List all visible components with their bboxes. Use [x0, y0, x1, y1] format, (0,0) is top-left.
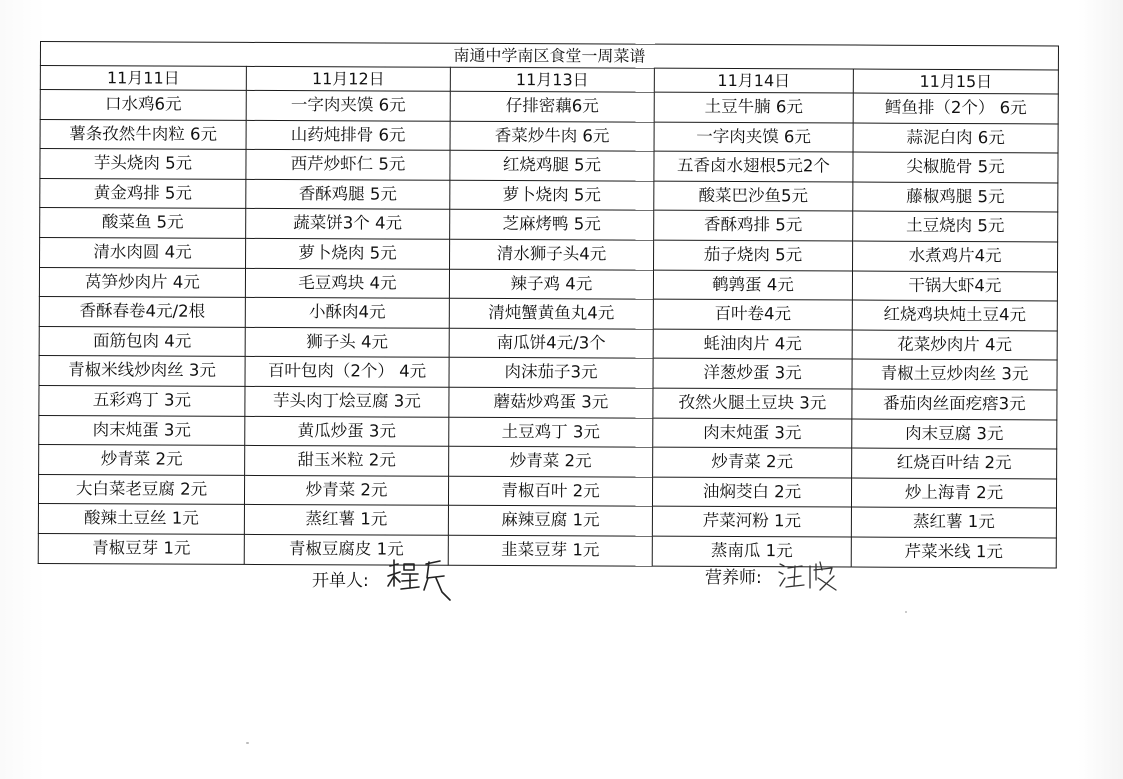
dish-cell: 酸辣土豆丝 1元 — [38, 504, 244, 534]
issuer-label: 开单人: — [312, 571, 369, 591]
dish-cell: 香酥春卷4元/2根 — [39, 297, 245, 327]
dish-cell: 蘑菇炒鸡蛋 3元 — [449, 387, 653, 417]
dish-cell: 青椒土豆炒肉丝 3元 — [852, 359, 1057, 389]
dish-cell: 香酥鸡腿 5元 — [246, 179, 450, 209]
dish-cell: 口水鸡6元 — [40, 90, 246, 120]
dish-cell: 辣子鸡 4元 — [449, 269, 653, 299]
dish-cell: 香菜炒牛肉 6元 — [450, 121, 654, 151]
menu-table-wrapper — [38, 41, 1058, 562]
dish-cell: 面筋包肉 4元 — [39, 326, 245, 356]
dish-cell: 酸菜巴沙鱼5元 — [654, 181, 853, 211]
day-header: 11月15日 — [853, 69, 1058, 94]
nutritionist-signature-block — [705, 563, 762, 588]
day-header: 11月11日 — [40, 66, 246, 91]
nutritionist-handwritten-signature — [776, 556, 846, 596]
dish-cell: 甜玉米粒 2元 — [245, 446, 449, 476]
issuer-handwritten-signature — [384, 556, 456, 602]
menu-row — [39, 267, 1057, 301]
dish-cell: 孜然火腿土豆块 3元 — [653, 388, 852, 418]
weekly-menu-table — [38, 41, 1059, 568]
menu-row — [38, 504, 1056, 538]
dish-cell: 水煮鸡片4元 — [853, 241, 1058, 271]
dish-cell: 蔬菜饼3个 4元 — [246, 209, 450, 239]
menu-row — [40, 149, 1058, 183]
dish-cell: 韭菜豆芽 1元 — [448, 535, 652, 565]
dish-cell: 萝卜烧肉 5元 — [246, 238, 450, 268]
menu-row — [39, 385, 1057, 419]
dish-cell: 茄子烧肉 5元 — [654, 240, 853, 270]
menu-row — [39, 297, 1057, 331]
dish-cell: 土豆鸡丁 3元 — [449, 417, 653, 447]
dish-cell: 一字肉夹馍 6元 — [654, 122, 853, 152]
dish-cell: 莴笋炒肉片 4元 — [39, 267, 245, 297]
dish-cell: 薯条孜然牛肉粒 6元 — [40, 119, 246, 149]
dish-cell: 狮子头 4元 — [245, 327, 449, 357]
dish-cell: 芝麻烤鸭 5元 — [450, 210, 654, 240]
paper-speck — [905, 611, 907, 613]
dish-cell: 清炖蟹黄鱼丸4元 — [449, 298, 653, 328]
dish-cell: 炒青菜 2元 — [653, 447, 852, 477]
dish-cell: 肉末炖蛋 3元 — [653, 418, 852, 448]
dish-cell: 肉沫茄子3元 — [449, 358, 653, 388]
dish-cell: 清水肉圆 4元 — [40, 237, 246, 267]
dish-cell: 花菜炒肉片 4元 — [852, 330, 1057, 360]
dish-cell: 鹌鹑蛋 4元 — [653, 270, 852, 300]
menu-row — [38, 474, 1056, 508]
dish-cell: 鳕鱼排（2个） 6元 — [853, 93, 1058, 123]
dish-cell: 蒸南瓜 1元 — [652, 536, 851, 566]
dish-cell: 百叶包肉（2个） 4元 — [245, 357, 449, 387]
dish-cell: 蚝油肉片 4元 — [653, 329, 852, 359]
day-header: 11月14日 — [654, 68, 853, 93]
dish-cell: 红烧鸡块炖土豆4元 — [852, 300, 1057, 330]
menu-title: 南通中学南区食堂一周菜谱 — [40, 42, 1058, 70]
dish-cell: 芋头烧肉 5元 — [40, 149, 246, 179]
menu-row — [40, 208, 1058, 242]
paper-speck — [246, 742, 249, 744]
dish-cell: 南瓜饼4元/3个 — [449, 328, 653, 358]
dish-cell: 青椒豆腐皮 1元 — [244, 534, 448, 564]
dish-cell: 土豆牛腩 6元 — [654, 92, 853, 122]
dish-cell: 五彩鸡丁 3元 — [39, 385, 245, 415]
dish-cell: 黄金鸡排 5元 — [40, 178, 246, 208]
dish-cell: 蒸红薯 1元 — [244, 505, 448, 535]
dish-cell: 炒青菜 2元 — [244, 475, 448, 505]
menu-row — [40, 237, 1058, 271]
dish-cell: 芹菜河粉 1元 — [652, 506, 851, 536]
menu-row — [39, 415, 1057, 449]
menu-row — [40, 119, 1058, 153]
dish-cell: 干锅大虾4元 — [852, 271, 1057, 301]
menu-row — [40, 178, 1058, 212]
menu-row — [39, 326, 1057, 360]
menu-row — [38, 533, 1056, 567]
dish-cell: 芋头肉丁烩豆腐 3元 — [245, 386, 449, 416]
dish-cell: 小酥肉4元 — [245, 298, 449, 328]
nutritionist-label: 营养师: — [705, 568, 762, 588]
dish-cell: 蒸红薯 1元 — [851, 507, 1056, 537]
dish-cell: 香酥鸡排 5元 — [654, 211, 853, 241]
menu-row — [39, 445, 1057, 479]
dish-cell: 红烧鸡腿 5元 — [450, 150, 654, 180]
dish-cell: 毛豆鸡块 4元 — [245, 268, 449, 298]
dish-cell: 青椒米线炒肉丝 3元 — [39, 356, 245, 386]
dish-cell: 青椒豆芽 1元 — [38, 533, 244, 563]
dish-cell: 炒上海青 2元 — [851, 478, 1056, 508]
dish-cell: 尖椒脆骨 5元 — [853, 152, 1058, 182]
dish-cell: 炒青菜 2元 — [449, 446, 653, 476]
dish-cell: 炒青菜 2元 — [39, 445, 245, 475]
issuer-signature-block — [312, 566, 369, 591]
dish-cell: 芹菜米线 1元 — [851, 537, 1056, 567]
dish-cell: 麻辣豆腐 1元 — [448, 506, 652, 536]
dish-cell: 西芹炒虾仁 5元 — [246, 150, 450, 180]
menu-body — [38, 90, 1058, 568]
menu-row — [39, 356, 1057, 390]
dish-cell: 肉末炖蛋 3元 — [39, 415, 245, 445]
dish-cell: 百叶卷4元 — [653, 299, 852, 329]
dish-cell: 清水狮子头4元 — [450, 239, 654, 269]
dish-cell: 大白菜老豆腐 2元 — [38, 474, 244, 504]
dish-cell: 番茄肉丝面疙瘩3元 — [852, 389, 1057, 419]
menu-row — [40, 90, 1058, 124]
dish-cell: 土豆烧肉 5元 — [853, 211, 1058, 241]
dish-cell: 藤椒鸡腿 5元 — [853, 182, 1058, 212]
dish-cell: 萝卜烧肉 5元 — [450, 180, 654, 210]
dish-cell: 仔排密藕6元 — [450, 91, 654, 121]
dish-cell: 洋葱炒蛋 3元 — [653, 359, 852, 389]
dish-cell: 肉末豆腐 3元 — [852, 419, 1057, 449]
dish-cell: 油焖茭白 2元 — [652, 477, 851, 507]
dish-cell: 一字肉夹馍 6元 — [246, 90, 450, 120]
day-header: 11月12日 — [246, 66, 450, 91]
dish-cell: 五香卤水翅根5元2个 — [654, 151, 853, 181]
dish-cell: 青椒百叶 2元 — [448, 476, 652, 506]
dish-cell: 蒜泥白肉 6元 — [853, 123, 1058, 153]
day-header: 11月13日 — [450, 67, 654, 92]
dish-cell: 红烧百叶结 2元 — [852, 448, 1057, 478]
dish-cell: 酸菜鱼 5元 — [40, 208, 246, 238]
dish-cell: 黄瓜炒蛋 3元 — [245, 416, 449, 446]
dish-cell: 山药炖排骨 6元 — [246, 120, 450, 150]
